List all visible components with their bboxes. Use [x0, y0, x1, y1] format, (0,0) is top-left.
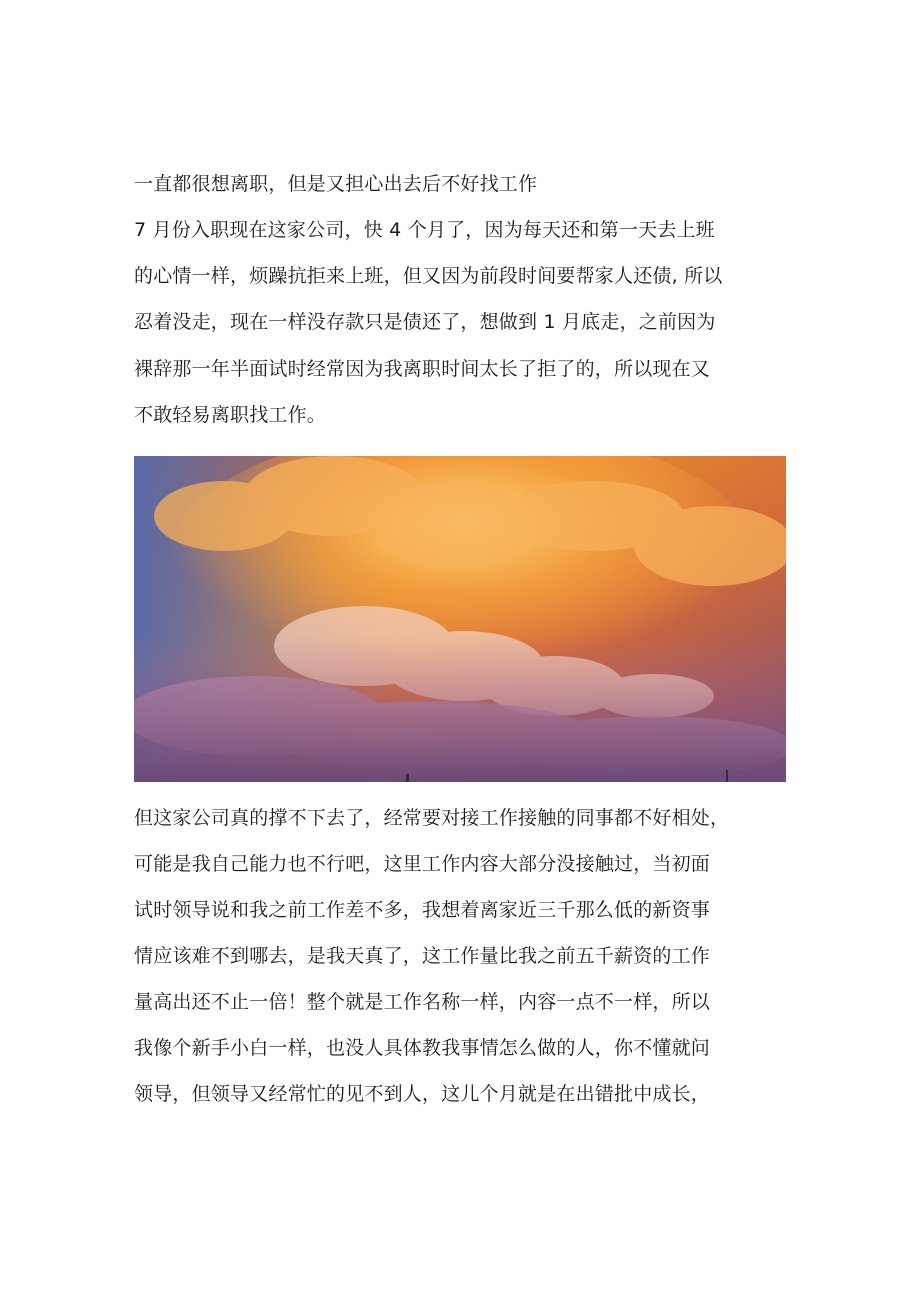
paragraph-line: 但这家公司真的撑不下去了，经常要对接工作接触的同事都不好相处，: [134, 807, 730, 829]
paragraph-line: 量高出还不止一倍！整个就是工作名称一样，内容一点不一样，所以: [134, 991, 711, 1013]
paragraph-line: 可能是我自己能力也不行吧，这里工作内容大部分没接触过，当初面: [134, 853, 711, 875]
paragraph-line: 忍着没走，现在一样没存款只是债还了，想做到 1 月底走，之前因为: [134, 311, 716, 333]
paragraph-line: 试时领导说和我之前工作差不多，我想着离家近三千那么低的新资事: [134, 899, 711, 921]
paragraph-line: 7 月份入职现在这家公司，快 4 个月了，因为每天还和第一天去上班: [134, 219, 715, 241]
paragraph-line: 我像个新手小白一样，也没人具体教我事情怎么做的人，你不懂就问: [134, 1037, 711, 1059]
heading-line: 一直都很想离职，但是又担心出去后不好找工作: [134, 173, 538, 195]
sunset-clouds-photo: [134, 456, 786, 782]
paragraph-line: 情应该难不到哪去，是我天真了，这工作量比我之前五千薪资的工作: [134, 945, 711, 967]
paragraph-line: 的心情一样，烦躁抗拒来上班，但又因为前段时间要帮家人还债, 所以: [134, 265, 723, 287]
paragraph-line: 领导，但领导又经常忙的见不到人，这儿个月就是在出错批中成长，: [134, 1083, 711, 1105]
paragraph-line: 不敢轻易离职找工作。: [134, 404, 327, 426]
paragraph-line: 裸辞那一年半面试时经常因为我离职时间太长了拒了的，所以现在又: [134, 358, 711, 380]
